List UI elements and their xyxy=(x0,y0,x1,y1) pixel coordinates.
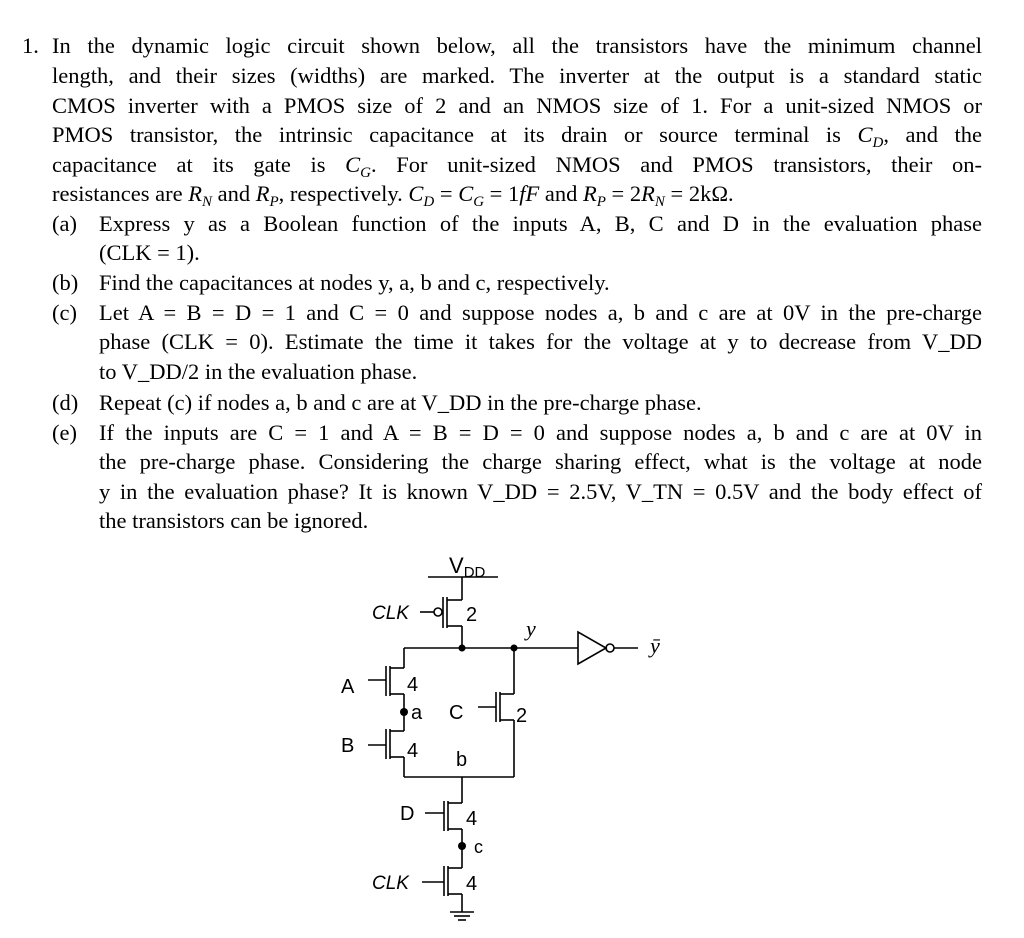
clk-bottom-label: CLK xyxy=(372,873,409,894)
intro-line-6: resistances are $R_N$ and $R_P$, respectively. $C_D = C_G = 1fF$ and $R_P = 2R_N = 2k\Omega$. xyxy=(52,181,734,210)
clk-top-label: CLK xyxy=(372,603,409,624)
part-e-line-2: the pre-charge phase. Considering the charge sharing effect, what is the voltage at node xyxy=(99,449,982,474)
vdd-label: VDD xyxy=(449,553,486,581)
part-e-label: (e) xyxy=(52,420,77,445)
nmos-a-size-label: 4 xyxy=(407,674,419,696)
part-c-line-3: to V_DD/2 in the evaluation phase. xyxy=(99,359,418,384)
problem-number: 1. xyxy=(22,33,39,58)
nmos-clk-size-label: 4 xyxy=(466,873,478,895)
part-d-line-1: Repeat (c) if nodes a, b and c are at V_DD in the pre-charge phase. xyxy=(99,390,702,415)
intro-line-1: In the dynamic logic circuit shown below, all the transistors have the minimum channel xyxy=(52,33,982,58)
nmos-c-size-label: 2 xyxy=(516,705,528,727)
intro-line-2: length, and their sizes (widths) are marked. The inverter at the output is a standard static xyxy=(52,63,982,88)
part-e-line-3: y in the evaluation phase? It is known V_DD = 2.5V, V_TN = 0.5V and the body effect of xyxy=(99,479,982,504)
part-c-line-2: phase (CLK = 0). Estimate the time it takes for the voltage at y to decrease from V_DD xyxy=(99,329,982,354)
part-d-label: (d) xyxy=(52,390,79,415)
inverter-symbol xyxy=(578,632,606,664)
nmos-b-size-label: 4 xyxy=(407,740,419,762)
nmos-d-size-label: 4 xyxy=(466,808,478,830)
part-a-label: (a) xyxy=(52,211,77,236)
dynamic-logic-circuit xyxy=(0,540,1024,938)
part-b-line-1: Find the capacitances at nodes y, a, b and c, respectively. xyxy=(99,270,610,295)
input-d-label: D xyxy=(400,803,415,825)
part-a-line-2: (CLK = 1). xyxy=(99,240,200,265)
pmos-bubble xyxy=(434,608,442,616)
node-a-dot xyxy=(400,708,408,716)
intro-line-4: PMOS transistor, the intrinsic capacitance at its drain or source terminal is $C_D$, and the xyxy=(52,122,982,151)
node-y-label: y xyxy=(526,616,536,641)
node-b-label: b xyxy=(456,749,468,771)
intro-line-3: CMOS inverter with a PMOS size of 2 and an NMOS size of 1. For a unit-sized NMOS or xyxy=(52,93,982,118)
junction-y-right xyxy=(511,645,518,652)
part-b-label: (b) xyxy=(52,270,79,295)
pmos-size-label: 2 xyxy=(466,604,478,626)
input-c-label: C xyxy=(449,702,464,724)
part-c-label: (c) xyxy=(52,300,77,325)
node-c-dot xyxy=(458,842,466,850)
part-e-line-1: If the inputs are C = 1 and A = B = D = 0 and suppose nodes a, b and c are at 0V in xyxy=(99,420,982,445)
output-ybar-label: ȳ xyxy=(650,633,660,658)
part-e-line-4: the transistors can be ignored. xyxy=(99,508,369,533)
node-c-label: c xyxy=(474,837,483,857)
part-a-line-1: Express y as a Boolean function of the inputs A, B, C and D in the evaluation phase xyxy=(99,211,982,236)
intro-line-5: capacitance at its gate is $C_G$. For unit-sized NMOS and PMOS transistors, their on- xyxy=(52,152,982,181)
input-b-label: B xyxy=(341,735,355,757)
input-a-label: A xyxy=(341,676,355,698)
part-c-line-1: Let A = B = D = 1 and C = 0 and suppose nodes a, b and c are at 0V in the pre-charge xyxy=(99,300,982,325)
junction-y-left xyxy=(459,645,466,652)
node-a-label: a xyxy=(411,702,423,724)
